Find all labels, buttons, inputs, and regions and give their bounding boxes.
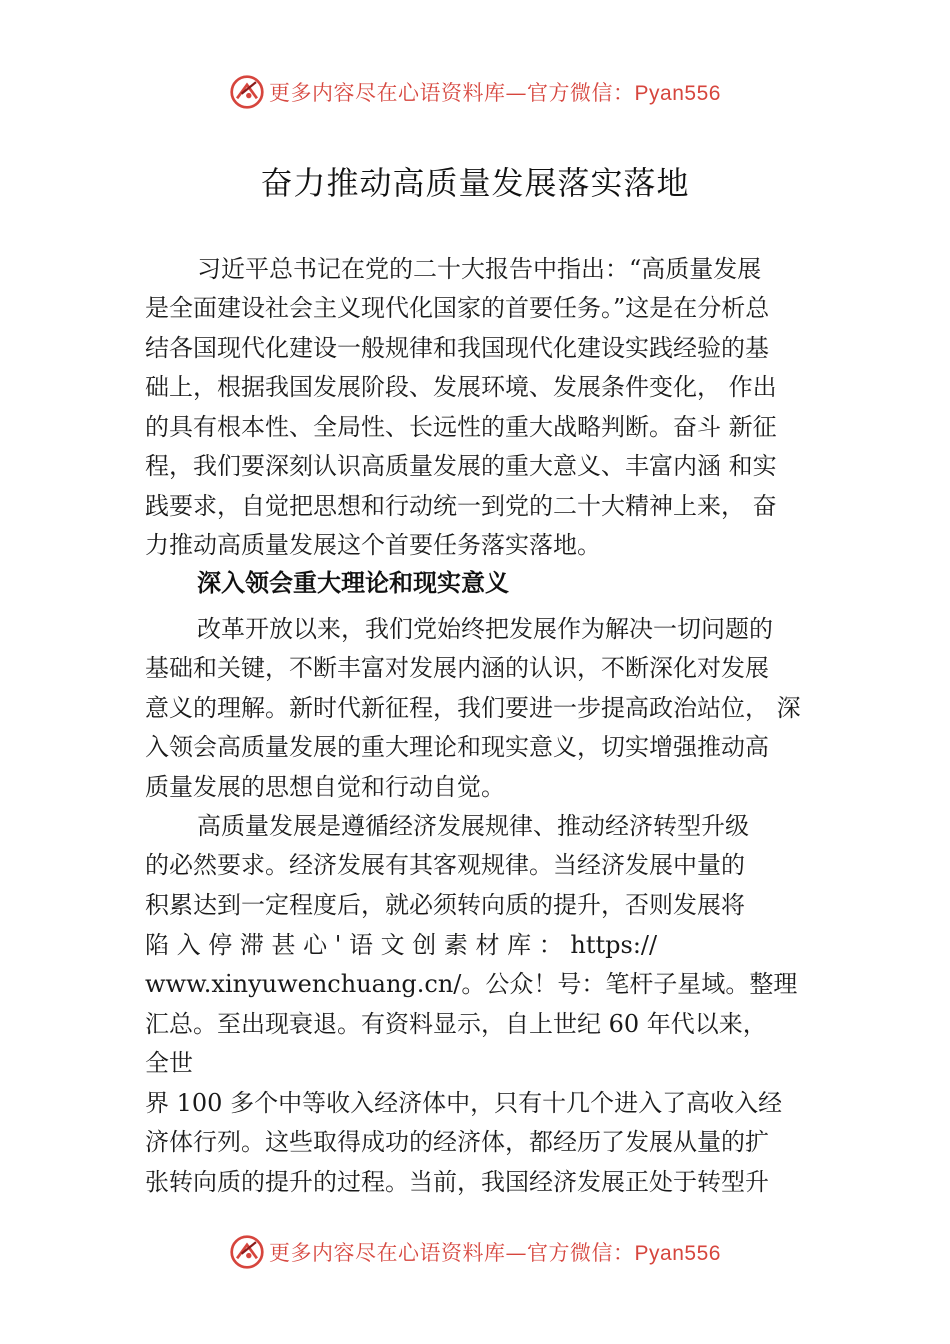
text-line: 习近平总书记在党的二十大报告中指出：“高质量发展 [197,255,762,283]
header-wechat-id: Pyan556 [634,82,721,105]
header-banner [0,70,950,114]
text-line: 入领会高质量发展的重大理论和现实意义，切实增强推动高 [145,733,769,761]
text-line: 础上，根据我国发展阶段、发展环境、发展条件变化， 作出 [145,373,777,401]
text-line: 结各国现代化建设一般规律和我国现代化建设实践经验的基 [145,334,769,362]
text-line: 基础和关键，不断丰富对发展内涵的认识，不断深化对发展 [145,654,769,682]
text-line: 界 100 多个中等收入经济体中，只有十几个进入了高收入经 [145,1089,783,1117]
header-banner-text: 更多内容尽在心语资料库—官方微信：Pyan556 [269,81,721,105]
footer-banner-text: 更多内容尽在心语资料库—官方微信：Pyan556 [269,1241,721,1265]
text-line: 意义的理解。新时代新征程，我们要进一步提高政治站位， 深 [145,694,801,722]
text-line: 的具有根本性、全局性、长远性的重大战略判断。奋斗 新征 [145,413,777,441]
text-line: 质量发展的思想自觉和行动自觉。 [145,773,505,801]
text-line: 高质量发展是遵循经济发展规律、推动经济转型升级 [197,812,749,840]
text-line: 是全面建设社会主义现代化国家的首要任务。”这是在分析总 [145,294,770,322]
text-line: 践要求，自觉把思想和行动统一到党的二十大精神上来， 奋 [145,492,777,520]
text-line: 力推动高质量发展这个首要任务落实落地。 [145,531,601,559]
text-line: 张转向质的提升的过程。当前，我国经济发展正处于转型升 [145,1168,769,1196]
text-line: 改革开放以来，我们党始终把发展作为解决一切问题的 [197,615,773,643]
text-line: 积累达到一定程度后，就必须转向质的提升，否则发展将 [145,891,745,919]
library-logo-icon [229,74,265,110]
section-heading: 深入领会重大理论和现实意义 [197,569,509,597]
text-line: 的必然要求。经济发展有其客观规律。当经济发展中量的 [145,851,745,879]
library-logo-icon [229,1234,265,1270]
text-line: 程，我们要深刻认识高质量发展的重大意义、丰富内涵 和实 [145,452,777,480]
text-line: www.xinyuwenchuang.cn/。公众！号：笔杆子星域。整理 [145,970,798,998]
text-line: 济体行列。这些取得成功的经济体，都经历了发展从量的扩 [145,1128,769,1156]
text-line: 全世 [145,1049,193,1077]
text-line: 汇总。至出现衰退。有资料显示，自上世纪 60 年代以来， [145,1010,767,1038]
footer-banner [0,1230,950,1274]
document-title: 奋力推动高质量发展落实落地 [260,164,690,202]
footer-wechat-id: Pyan556 [634,1242,721,1265]
text-line: 陷 入 停 滞 甚 心 ' 语 文 创 素 材 库 ： https:// [145,931,658,959]
